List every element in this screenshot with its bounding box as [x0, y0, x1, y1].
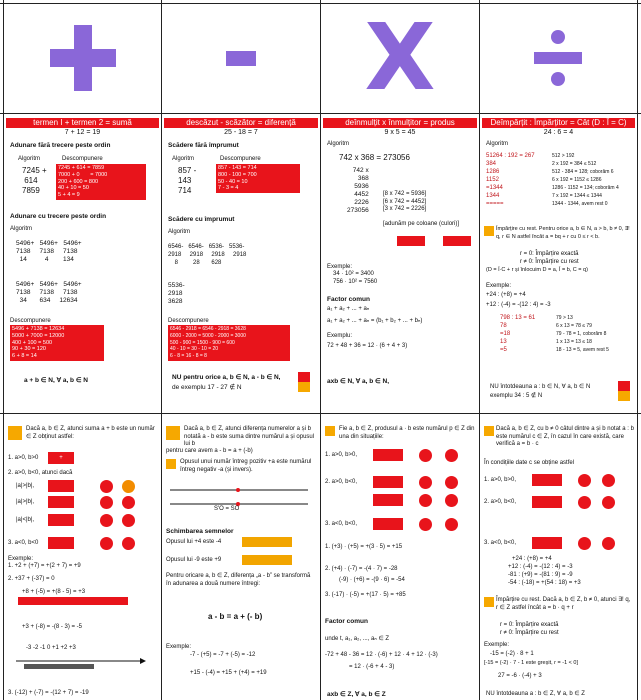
addition-case-2c: |a|<|b|,	[16, 517, 35, 523]
addition-header: termen I + termen 2 = sumă	[6, 118, 159, 128]
subtraction-closure-example: de exemplu 17 - 27 ∉ N	[172, 384, 242, 391]
division-example-2-int: +12 : (-4) = -(12 : 4) = -3	[508, 564, 573, 570]
subtraction-decomposition-box: 857 - 143 = 714 800 - 100 = 700 50 - 40 = 10 7 - 3 = 4	[216, 164, 300, 193]
subtraction-integer-formula: pentru care avem a - b = a + (-b)	[166, 448, 253, 454]
addition-integer-definition: Dacă a, b ∈ Z, atunci suma a + b este un număr ∈ Z obținut astfel:	[26, 426, 155, 440]
multiplication-common-factor-result-int: = 12 · (-6 + 4 - 3)	[349, 664, 395, 670]
multiplication-example-1: 34 · 10² = 3400	[333, 271, 374, 277]
multiplication-common-factor-note: unde t, a₁, a₂, ..., aₙ ∈ Z	[325, 636, 389, 642]
addition-example-4: +3 + (-8) = -(8 - 3) = -5	[22, 624, 83, 630]
division-example-5-int: -15 = (-2) · 8 + 1	[490, 651, 534, 657]
multiplication-column-note: [adunăm pe coloane (culori)]	[383, 221, 460, 227]
division-rest-definition: Împărțire cu rest. Pentru orice a, b ∈ N, a > b, b ≠ 0, ∃! q, r ∈ N astfel încât a = bq + r cu 0 ≤ r < b.	[496, 226, 630, 240]
subtraction-marker-orange	[298, 382, 310, 392]
division-examples-label: Exemple:	[486, 283, 512, 289]
subtraction-example-1: -7 - (+5) = -7 + (-5) = -12	[190, 652, 256, 658]
division-rest-steps: 79 > 13 6 x 13 = 78 ≤ 79 79 - 78 = 1, coborâm 8 1 x 13 = 13 ≤ 18 18 - 13 = 5, avem rest 5	[556, 315, 609, 353]
division-case-2: 2. a>0, b<0,	[484, 499, 517, 505]
multiplication-integer-definition: Fie a, b ∈ Z, produsul a · b este numărul p ∈ Z din una din situațiile:	[339, 426, 475, 440]
multiplication-common-factor-example-label: Exemplu:	[327, 333, 353, 339]
subtraction-segment-diagram	[170, 480, 310, 514]
multiplication-case-3-cell	[373, 518, 403, 530]
division-header: Deîmpărțit : Împărțitor = Cât (D : Î = C)	[482, 118, 635, 128]
division-rest-marker	[484, 226, 494, 236]
division-rest-int-definition: Împărțire cu rest. Dacă a, b ∈ Z, b ≠ 0, atunci ∃! q, r ∈ Z astfel încât a = b · q + r	[496, 597, 631, 611]
subtraction-opposite-box-2	[242, 555, 292, 565]
addition-case-2: 2. a>0, b<0, atunci dacă	[8, 470, 73, 476]
division-dot-2	[602, 474, 615, 487]
division-example-7-int: 27 = -6 · (-4) + 3	[498, 673, 542, 679]
division-algorithm-steps: 512 > 192 2 x 192 = 384 ≤ 512 512 - 384 = 128; coborâm 6 6 x 192 = 1152 ≤ 1286 1286 - 1152 = 134; coborâm 4 7 x 192 = 1344 ≤ 1344 1344 - 1344, avem rest 0	[552, 153, 619, 207]
division-case-3-cell	[532, 537, 562, 549]
addition-dot-1	[100, 480, 113, 493]
plus-icon	[4, 8, 161, 108]
division-example-2: +12 : (-4) = -(12 : 4) = -3	[486, 302, 551, 308]
subtraction-algorithm-label: Algoritm	[172, 156, 195, 162]
division-dot-4	[602, 496, 615, 509]
division-column	[480, 0, 637, 700]
multiplication-algorithm-calc: 742 x 368 5936 4452 2226 273056	[347, 167, 369, 214]
multiplication-example-1-int: 1. (+3) · (+5) = +(3 · 5) = +15	[325, 544, 403, 550]
multiplication-dot-5	[419, 494, 432, 507]
addition-case-2a-cell	[48, 480, 74, 492]
multiplication-common-factor-title: Factor comun	[327, 296, 370, 303]
addition-number-line-ticks: -3 -2 -1 0 +1 +2 +3	[26, 645, 76, 651]
multiplication-dot-1	[419, 449, 432, 462]
division-algorithm-calc: 51264 : 192 = 267 384 1286 1152 =1344 1344 =====	[486, 153, 535, 207]
division-check-formula: (D = Î·C + r și înlocuim D = a, Î = b, C = q)	[486, 267, 588, 273]
addition-case-3: 3. a<0, b<0	[8, 540, 39, 546]
multiplication-case-1: 1. a>0, b>0,	[325, 452, 358, 458]
division-formula: 24 : 6 = 4	[543, 129, 574, 136]
division-dot-5	[578, 537, 591, 550]
subtraction-opposite-example-1: Opusul lui +4 este -4	[166, 539, 222, 545]
multiplication-dot-6	[445, 494, 458, 507]
multiplication-case-2b-cell	[373, 494, 403, 506]
addition-title-no-carry: Adunare fără trecere peste ordin	[10, 142, 111, 149]
addition-carry-steps-2: 5496+ 5496+ 5496+ 7138 7138 7138 34 634 12634	[16, 281, 82, 304]
addition-case-2b: |a|>|b|,	[16, 499, 35, 505]
multiplication-common-factor-example-int: -72 + 48 - 36 = 12 · (-6) + 12 · 4 + 12 · (-3)	[325, 652, 438, 658]
divide-icon	[480, 8, 637, 108]
addition-examples-label: Exemple:	[8, 556, 34, 562]
addition-case-1: 1. a>0, b>0	[8, 455, 39, 461]
times-icon: X	[364, 4, 436, 111]
multiplication-case-3: 3. a<0, b<0,	[325, 521, 358, 527]
division-with-rest-label: r ≠ 0: Împărțire cu rest	[520, 259, 579, 265]
multiplication-integer-marker	[325, 426, 335, 436]
multiplication-case-2-cell	[373, 476, 403, 488]
division-example-3-int: -81 : (+9) = -(81 : 9) = -9	[508, 572, 573, 578]
addition-algorithm-calc: 7245 + 614 7859	[22, 166, 47, 195]
multiplication-case-2: 2. a>0, b<0,	[325, 479, 358, 485]
addition-decomposition-label: Descompunere	[62, 156, 103, 162]
subtraction-opposite-definition: Opusul unui număr întreg pozitiv +a este numărul întreg negativ -a (și invers).	[180, 459, 312, 473]
addition-decomposition-box: 7245 + 614 = 7859 7000 + 0 = 7000 200 + 600 = 800 40 + 10 = 50 5 + 4 = 9	[56, 164, 146, 200]
addition-decomposition-label-2: Descompunere	[10, 318, 51, 324]
subtraction-algorithm-label-2: Algoritm	[168, 229, 191, 235]
addition-dot-7	[100, 537, 113, 550]
multiplication-example-4-int: 3. (-17) · (-5) = +(17 · 5) = +85	[325, 592, 406, 598]
addition-case-2c-cell	[48, 514, 74, 526]
subtraction-decomposition-label: Descompunere	[220, 156, 261, 162]
division-integer-definition: Dacă a, b ∈ Z, cu b ≠ 0 câtul dintre a și b notat a : b este numărul c ∈ Z, în cazul în care există, care verifică a = b · c	[496, 426, 634, 447]
division-example-6-int: [-15 = (-2) · 7 - 1 este greșit, r = -1 < 0]	[484, 660, 578, 666]
subtraction-decomposition-label-2: Descompunere	[168, 318, 209, 324]
multiplication-common-factor-title-int: Factor comun	[325, 618, 368, 625]
addition-formula: 7 + 12 = 19	[64, 129, 101, 136]
subtraction-opposite-marker	[166, 459, 176, 469]
multiplication-common-factor-example: 72 + 48 + 36 = 12 · (6 + 4 + 3)	[327, 343, 408, 349]
subtraction-integer-definition: Dacă a, b ∈ Z, atunci diferența numerelor a și b notată a - b este suma dintre numărul a și opusul lui b	[184, 426, 315, 447]
division-exact-int-label: r = 0: Împărțire exactă	[500, 622, 559, 628]
multiplication-partial-products: [8 x 742 = 5936] [6 x 742 = 4452] [3 x 742 = 2226]	[383, 191, 427, 212]
multiplication-dot-8	[445, 518, 458, 531]
division-case-2-cell	[532, 496, 562, 508]
addition-dot-8	[122, 537, 135, 550]
addition-column	[4, 0, 161, 700]
addition-title-carry: Adunare cu trecere peste ordin	[10, 213, 107, 220]
addition-dot-2	[122, 480, 135, 493]
multiplication-main-equation: 742 x 368 = 273056	[339, 153, 410, 162]
addition-example-5: 3. (-12) + (-7) = -(12 + 7) = -19	[8, 690, 89, 696]
subtraction-header: descăzut - scăzător = diferență	[164, 118, 318, 128]
addition-dot-4	[122, 496, 135, 509]
multiplication-power-box-1	[397, 236, 425, 246]
multiplication-example-3-int: (-9) · (+6) = -(9 · 6) = -54	[339, 577, 405, 583]
division-case-3: 3. a<0, b<0,	[484, 540, 517, 546]
multiplication-dot-2	[445, 449, 458, 462]
addition-dot-3	[100, 496, 113, 509]
addition-example-3: +8 + (-5) = +(8 - 5) = +3	[22, 589, 86, 595]
multiplication-dot-4	[445, 476, 458, 489]
multiplication-column	[321, 0, 479, 700]
addition-carry-steps-1: 5496+ 5496+ 5496+ 7138 7138 7138 14 4 134	[16, 240, 82, 263]
addition-algorithm-label-2: Algoritm	[10, 226, 33, 232]
multiplication-header: deînmulțit x înmulțitor = produs	[323, 118, 477, 128]
subtraction-examples-label: Exemple:	[166, 644, 192, 650]
multiplication-example-2: 756 · 10² = 7560	[333, 279, 378, 285]
division-integer-rule: În condițiile date c se obține astfel	[484, 460, 575, 466]
subtraction-column	[162, 0, 320, 700]
subtraction-borrow-steps: 6546- 6546- 6536- 5536- 2918 2918 2918 2918 8 28 628	[168, 244, 247, 266]
subtraction-transform-rule: Pentru oricare a, b ∈ Z, diferența „a - b” se transformă în adunarea a două numere întregi:	[166, 573, 311, 587]
addition-case-1-sign: +	[48, 452, 74, 464]
division-rest-int-marker	[484, 597, 494, 607]
subtraction-opposite-example-2: Opusul lui -9 este +9	[166, 557, 222, 563]
division-case-1: 1. a>0, b>0,	[484, 477, 517, 483]
addition-case-2b-cell	[48, 496, 74, 508]
division-marker-orange	[618, 391, 630, 401]
addition-algorithm-label: Algoritm	[18, 156, 41, 162]
addition-dot-6	[122, 514, 135, 527]
minus-icon	[162, 8, 320, 108]
addition-case-2a: |a|>|b|,	[16, 483, 35, 489]
addition-closure-property: a + b ∈ N, ∀ a, b ∈ N	[24, 377, 88, 384]
division-marker-red	[618, 381, 630, 391]
division-examples-int-label: Exemple:	[484, 642, 510, 648]
division-closure-property: NU întotdeauna a : b ∈ N, ∀ a, b ∈ N	[490, 384, 591, 390]
addition-example-1: 1. +2 + (+7) = +(2 + 7) = +9	[8, 563, 81, 569]
multiplication-example-2-int: 2. (+4) · (-7) = -(4 · 7) = -28	[325, 566, 398, 572]
division-with-rest-int-label: r ≠ 0: Împărțire cu rest	[500, 630, 559, 636]
subtraction-formula: 25 - 18 = 7	[224, 129, 258, 136]
multiplication-case-1-cell	[373, 449, 403, 461]
subtraction-title-borrow: Scădere cu împrumut	[168, 216, 235, 223]
multiplication-closure-property: axb ∈ N, ∀ a, b ∈ N,	[327, 378, 390, 385]
division-dot-1	[578, 474, 591, 487]
division-algorithm-label: Algoritm	[486, 141, 509, 147]
division-example-4-int: -54 : (-18) = +(54 : 18) = +3	[508, 580, 581, 586]
division-integer-closure: NU întotdeauna a : b ∈ Z, ∀ a, b ∈ Z	[486, 691, 585, 697]
subtraction-title-no-borrow: Scădere fără împrumut	[168, 142, 239, 149]
multiplication-common-factor-formula: a₁ + a₂ + ... + aₙ = (b₁ + b₂ + ... + bₙ)	[327, 318, 423, 324]
multiplication-common-factor-sum: a₁ + a₂ + ... + aₙ	[327, 306, 370, 312]
multiplication-dot-7	[419, 518, 432, 531]
subtraction-rule-formula: a - b = a + (- b)	[208, 612, 263, 621]
subtraction-closure-property: NU pentru orice a, b ∈ N, a - b ∈ N,	[172, 374, 281, 381]
multiplication-algorithm-label: Algoritm	[327, 141, 350, 147]
addition-carry-decomposition-box: 5496 + 7138 = 12634 5000 + 7000 = 12000 400 + 100 = 500 90 + 30 = 120 6 + 8 = 14	[10, 325, 104, 361]
addition-number-line-bar	[18, 597, 128, 605]
multiplication-dot-3	[419, 476, 432, 489]
subtraction-marker-red	[298, 372, 310, 382]
subtraction-borrow-decomposition-box: 6546 - 2918 = 6546 - 2918 = 3628 6000 - 2000 = 5000 - 2000 = 3000 500 - 900 = 1500 - 900 = 600 40 - 10 = 30 - 10 = 20 6 - 8 = 16 - 8 = 8	[168, 325, 290, 361]
multiplication-examples-label: Exemple:	[327, 264, 353, 270]
addition-number-line	[16, 653, 146, 673]
division-closure-example: exemplu 34 : 5 ∉ N	[490, 393, 543, 399]
division-example-1: +24 : (+8) = +4	[486, 292, 526, 298]
multiplication-formula: 9 x 5 = 45	[384, 129, 416, 136]
grid-line-right	[637, 0, 638, 700]
division-dot-3	[578, 496, 591, 509]
addition-case-3-cell	[48, 537, 74, 549]
subtraction-integer-marker	[166, 426, 180, 440]
division-example-1-int: +24 : (+8) = +4	[512, 556, 552, 562]
division-dot-6	[602, 537, 615, 550]
subtraction-example-2: +15 - (-4) = +15 + (+4) = +19	[190, 670, 267, 676]
division-exact-label: r = 0: Împărțire exactă	[520, 251, 579, 257]
addition-example-2: 2. +37 + (-37) = 0	[8, 576, 55, 582]
multiplication-power-box-2	[443, 236, 471, 246]
subtraction-algorithm-calc: 857 - 143 714	[178, 166, 197, 195]
subtraction-opposite-box-1	[242, 537, 292, 547]
subtraction-segment-equality: S'O = SO	[214, 506, 240, 512]
subtraction-borrow-result: 5536- 2918 3628	[168, 282, 185, 305]
multiplication-integer-closure: axb ∈ Z, ∀ a, b ∈ Z	[327, 691, 386, 698]
division-case-1-cell	[532, 474, 562, 486]
division-rest-calc: 798 : 13 = 61 78 =18 13 =5	[500, 315, 536, 353]
subtraction-sign-change-title: Schimbarea semnelor	[166, 528, 234, 535]
division-integer-marker	[484, 426, 494, 436]
addition-dot-5	[100, 514, 113, 527]
addition-integer-marker	[8, 426, 22, 440]
